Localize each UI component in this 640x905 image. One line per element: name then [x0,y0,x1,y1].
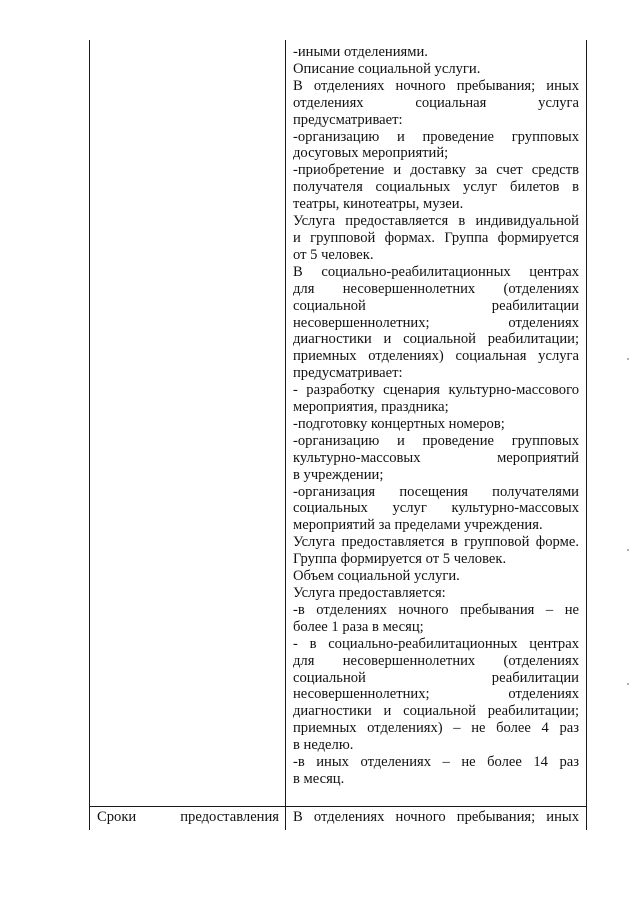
text-line: -организацию и проведение групповых [293,128,579,145]
text-line: В отделениях ночного пребывания; иных [293,77,579,94]
text-line: более 1 раза в месяц; [293,618,424,635]
text-line: В социально-реабилитационных центрах [293,263,579,280]
text-line: -приобретение и доставку за счет средств [293,162,579,179]
text-line: Объем социальной услуги. [293,568,460,585]
text-line: досуговых мероприятий; [293,145,449,162]
text-line: - в социально-реабилитационных центрах [293,635,579,652]
deadline-text-cell: В отделениях ночного пребывания; иных [293,809,579,825]
text-line: предусматривает: [293,111,403,128]
service-description-cell [293,44,579,788]
text-line: диагностики и социальной реабилитации; [293,331,579,348]
text-line: мероприятий за пределами учреждения. [293,517,543,534]
text-line: несовершеннолетних; отделениях [293,314,579,331]
text-line: Описание социальной услуги. [293,60,481,77]
text-line: -в отделениях ночного пребывания – не [293,601,579,618]
text-line: -в иных отделениях – не более 14 раз [293,754,579,771]
text-line: театры, кинотеатры, музеи. [293,196,464,213]
text-line: Услуга предоставляется в индивидуальной [293,213,579,230]
text-line: -подготовку концертных номеров; [293,415,505,432]
table-border-left [89,40,90,830]
deadline-label-cell: Сроки предоставления [97,809,279,825]
text-line: и групповой формах. Группа формируется [293,229,579,246]
text-line: в месяц. [293,770,345,787]
text-line: для несовершеннолетних (отделениях [293,652,579,669]
text-line: в учреждении; [293,466,384,483]
text-line: Услуга предоставляется: [293,585,446,601]
text-line: диагностики и социальной реабилитации; [293,703,579,720]
text-line: -организацию и проведение групповых [293,432,579,449]
scan-speck [627,358,629,360]
text-line: -иными отделениями. [293,44,428,60]
text-line: предусматривает: [293,365,403,382]
text-line: приемных отделениях) – не более 4 раз [293,720,579,737]
text-line: социальной реабилитации [293,669,579,686]
table-border-right [586,40,587,830]
text-line: Группа формируется от 5 человек. [293,551,507,568]
scan-speck [627,549,629,551]
text-line: от 5 человек. [293,246,374,263]
text-line: социальных услуг культурно-массовых [293,500,579,517]
text-line: в неделю. [293,737,354,754]
text-line: для несовершеннолетних (отделениях [293,280,579,297]
text-line: отделениях социальная услуга [293,94,579,111]
text-line: Услуга предоставляется в групповой форме. [293,534,579,551]
text-line: мероприятия, праздника; [293,399,449,416]
text-line: получателя социальных услуг билетов в [293,179,579,196]
table-column-divider [285,40,286,830]
text-line: - разработку сценария культурно-массового [293,382,579,399]
text-line: -организация посещения получателями [293,483,579,500]
text-line: социальной реабилитации [293,297,579,314]
text-line: культурно-массовых мероприятий [293,449,579,466]
scan-speck [627,683,629,685]
text-line: приемных отделениях) социальная услуга [293,348,579,365]
table-row-divider [89,806,587,807]
text-line: несовершеннолетних; отделениях [293,686,579,703]
